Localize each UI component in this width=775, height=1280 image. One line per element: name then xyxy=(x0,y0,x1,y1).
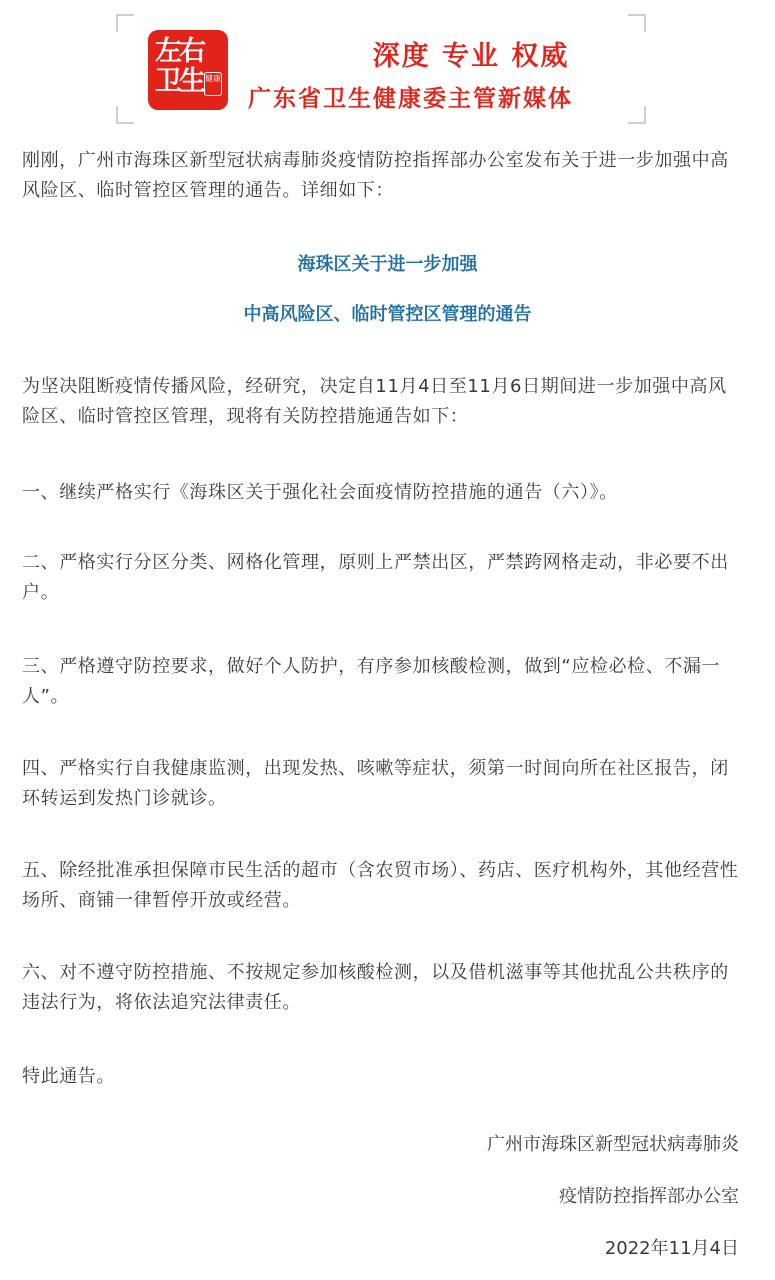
header-banner xyxy=(116,14,646,124)
notice-title-line-1: 海珠区关于进一步加强 xyxy=(297,254,478,275)
notice-item-6: 六、对不遵守防控措施、不按规定参加核酸检测，以及借机滋事等其他扰乱公共秩序的违法行为，将依法追究法律责任。 xyxy=(22,962,729,1013)
intro-paragraph: 刚刚，广州市海珠区新型冠状病毒肺炎疫情防控指挥部办公室发布关于进一步加强中高风险区、临时管控区管理的通告。详细如下： xyxy=(22,150,729,201)
notice-item-1: 一、继续严格实行《海珠区关于强化社会面疫情防控措施的通告（六）》。 xyxy=(22,482,618,503)
notice-item-4: 四、严格实行自我健康监测，出现发热、咳嗽等症状，须第一时间向所在社区报告，闭环转运到发热门诊就诊。 xyxy=(22,758,729,809)
notice-item-3: 三、严格遵守防控要求，做好个人防护，有序参加核酸检测，做到“应检必检、不漏一人”。 xyxy=(22,656,721,707)
brand-logo xyxy=(148,30,228,110)
signature-line-1: 广州市海珠区新型冠状病毒肺炎 xyxy=(487,1134,739,1155)
banner-corner-top-left xyxy=(116,14,134,32)
notice-item-5: 五、除经批准承担保障市民生活的超市（含农贸市场）、药店、医疗机构外，其他经营性场所、商铺一律暂停开放或经营。 xyxy=(22,860,739,911)
logo-glyph-top: 左右 xyxy=(155,36,203,67)
logo-glyph-bottom: 卫生 xyxy=(155,66,203,97)
notice-date: 2022年11月4日 xyxy=(604,1238,739,1259)
notice-title-line-2: 中高风险区、临时管控区管理的通告 xyxy=(243,304,532,325)
banner-corner-bottom-left xyxy=(116,106,134,124)
signature-line-2: 疫情防控指挥部办公室 xyxy=(559,1186,739,1207)
banner-slogan: 深度 专业 权威 xyxy=(372,41,570,72)
notice-item-2: 二、严格实行分区分类、网格化管理，原则上严禁出区，严禁跨网格走动，非必要不出户。 xyxy=(22,552,729,603)
preamble-paragraph: 为坚决阻断疫情传播风险，经研究，决定自11月4日至11月6日期间进一步加强中高风险区、临时管控区管理，现将有关防控措施通告如下： xyxy=(22,376,727,427)
logo-tag: 健康 xyxy=(204,72,222,96)
banner-subline: 广东省卫生健康委主管新媒体 xyxy=(248,86,573,112)
banner-corner-top-right xyxy=(628,14,646,32)
closing-text: 特此通告。 xyxy=(22,1066,115,1087)
